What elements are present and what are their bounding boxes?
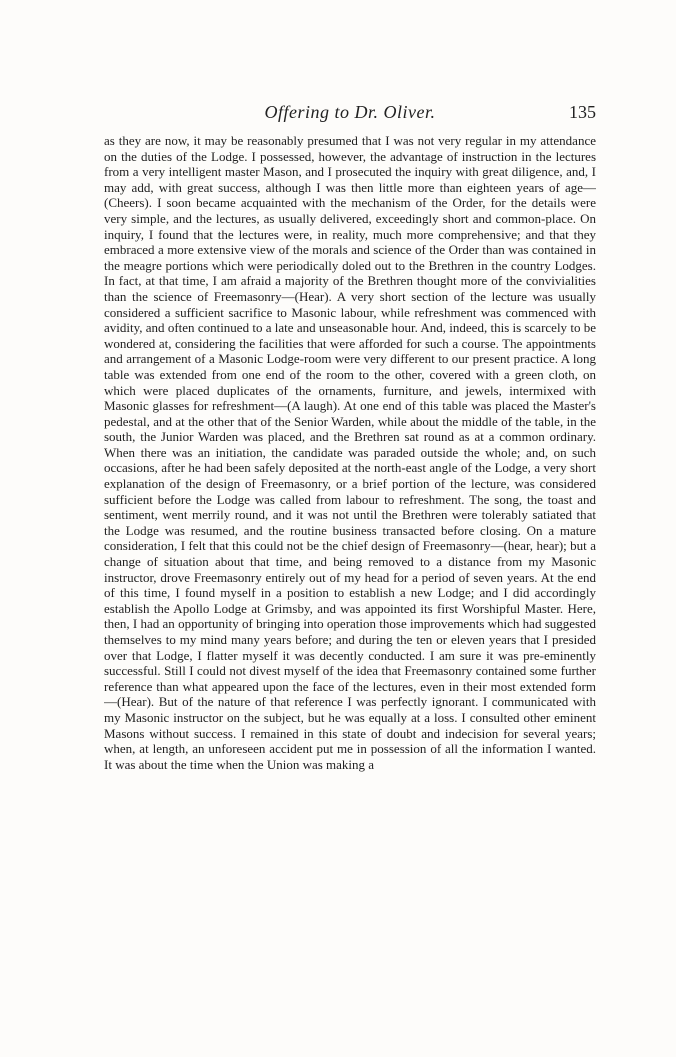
running-head-title: Offering to Dr. Oliver.: [264, 102, 436, 122]
running-head: [104, 102, 596, 126]
body-paragraph: as they are now, it may be reasonably presumed that I was not very regular in my attendance on the duties of the Lodge. I possessed, however, the advantage of instruction in the lectures from a very intelligent master Mason, and I prosecuted the inquiry with great diligence, and, I may add, with great success, although I was then little more than eighteen years of age—(Cheers). I soon became acquainted with the mechanism of the Order, for the details were very simple, and the lectures, as usually delivered, exceedingly short and common-place. On inquiry, I found that the lectures were, in reality, much more comprehensive; and that they embraced a more extensive view of the morals and science of the Order than was contained in the meagre portions which were periodically doled out to the Brethren in the country Lodges. In fact, at that time, I am afraid a majority of the Brethren thought more of the convivialities than the science of Freemasonry—(Hear). A very short section of the lecture was usually considered a sufficient sacrifice to Masonic labour, while refreshment was commenced with avidity, and often continued to a late and unseasonable hour. And, indeed, this is scarcely to be wondered at, considering the facilities that were afforded for such a course. The appointments and arrangement of a Masonic Lodge-room were very different to our present practice. A long table was extended from one end of the room to the other, covered with a green cloth, on which were placed duplicates of the ornaments, furniture, and jewels, intermixed with Masonic glasses for refreshment—(A laugh). At one end of this table was placed the Master's pedestal, and at the other that of the Senior Warden, while about the middle of the table, in the south, the Junior Warden was placed, and the Brethren sat round as at a common ordinary. When there was an initiation, the candidate was paraded outside the whole; and, on such occasions, after he had been safely deposited at the north-east angle of the Lodge, a very short explanation of the design of Freemasonry, or a brief portion of the lecture, was considered sufficient before the Lodge was called from labour to refreshment. The song, the toast and sentiment, went merrily round, and it was not until the Brethren were tolerably satiated that the Lodge was resumed, and the routine business transacted before closing. On a mature consideration, I felt that this could not be the chief design of Freemasonry—(hear, hear); but a change of situation about that time, and being removed to a distance from my Masonic instructor, drove Freemasonry entirely out of my head for a period of seven years. At the end of this time, I found myself in a position to establish a new Lodge; and I did accordingly establish the Apollo Lodge at Grimsby, and was appointed its first Worshipful Master. Here, then, I had an opportunity of bringing into operation those improvements which had suggested themselves to my mind many years before; and during the ten or eleven years that I presided over that Lodge, I flatter myself it was decently conducted. I am sure it was pre-eminently successful. Still I could not divest myself of the idea that Freemasonry contained some further reference than what appeared upon the face of the lectures, even in their most extended form—(Hear). But of the nature of that reference I was perfectly ignorant. I communicated with my Masonic instructor on the subject, but he was equally at a loss. I consulted other eminent Masons without success. I remained in this state of doubt and indecision for several years; when, at length, an unforeseen accident put me in possession of all the information I wanted. It was about the time when the Union was making a: [104, 133, 596, 772]
page-number: 135: [569, 102, 596, 122]
